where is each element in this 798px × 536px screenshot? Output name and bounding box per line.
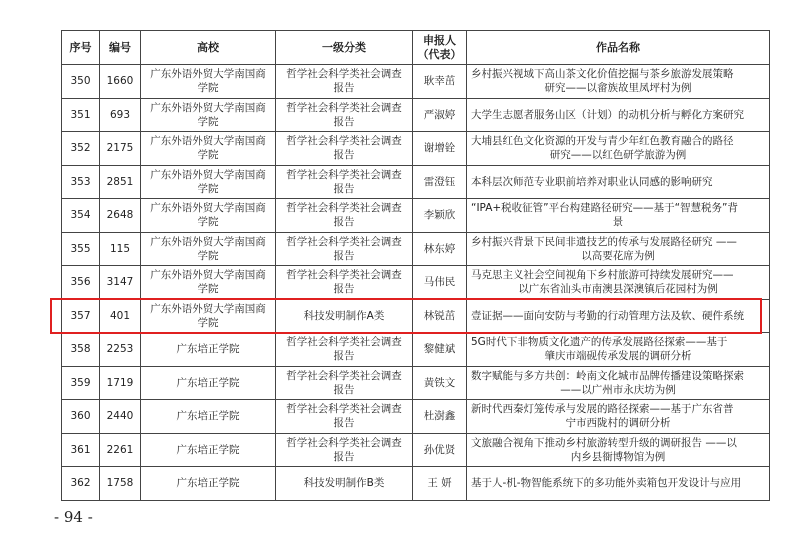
work-title-line1: 大埔县红色文化资源的开发与青少年红色教育融合的路径 <box>471 135 734 148</box>
cell-school: 广东培正学院 <box>141 333 276 367</box>
cell-work <box>467 366 770 400</box>
cell-no: 354 <box>62 199 100 233</box>
cell-category: 科技发明制作A类 <box>276 299 413 333</box>
header-no: 序号 <box>62 31 100 65</box>
cell-code: 2261 <box>100 433 141 467</box>
cell-category: 哲学社会科学类社会调查报告 <box>276 266 413 300</box>
cell-no: 353 <box>62 165 100 199</box>
cell-work <box>467 433 770 467</box>
cell-code: 3147 <box>100 266 141 300</box>
header-applicant: 申报人 （代表） <box>413 31 467 65</box>
cell-applicant: 严淑婷 <box>413 98 467 132</box>
cell-no: 357 <box>62 299 100 333</box>
table-row <box>62 366 770 400</box>
cell-category: 哲学社会科学类社会调查报告 <box>276 433 413 467</box>
work-title-line1: 文旅融合视角下推动乡村旅游转型升级的调研报告 ——以 <box>471 436 737 449</box>
work-title-line2: 研究——以红色研学旅游为例 <box>549 149 687 162</box>
cell-no: 352 <box>62 132 100 166</box>
cell-school: 广东培正学院 <box>141 467 276 501</box>
cell-applicant: 林锐茁 <box>413 299 467 333</box>
cell-work <box>467 467 770 501</box>
table-row <box>62 467 770 501</box>
cell-no: 361 <box>62 433 100 467</box>
work-title-line2: 宁市西陇村的调研分析 <box>565 417 671 430</box>
cell-category: 哲学社会科学类社会调查报告 <box>276 366 413 400</box>
cell-no: 356 <box>62 266 100 300</box>
cell-applicant: 黄铁文 <box>413 366 467 400</box>
cell-work <box>467 65 770 99</box>
header-code: 编号 <box>100 31 141 65</box>
cell-code: 1758 <box>100 467 141 501</box>
work-title-line1: 5G时代下非物质文化遗产的传承发展路径探索——基于 <box>471 336 728 349</box>
table-header-row <box>62 31 770 65</box>
cell-applicant: 杜澍鑫 <box>413 400 467 434</box>
cell-applicant: 耿幸茁 <box>413 65 467 99</box>
cell-no: 355 <box>62 232 100 266</box>
entries-table <box>61 30 770 501</box>
cell-code: 401 <box>100 299 141 333</box>
cell-code: 2253 <box>100 333 141 367</box>
cell-category: 哲学社会科学类社会调查报告 <box>276 165 413 199</box>
cell-work <box>467 266 770 300</box>
cell-category: 哲学社会科学类社会调查报告 <box>276 65 413 99</box>
cell-code: 1660 <box>100 65 141 99</box>
work-title-line2: 研究——以畲族故里凤坪村为例 <box>544 82 692 95</box>
cell-code: 2175 <box>100 132 141 166</box>
cell-work <box>467 333 770 367</box>
cell-applicant: 李颖欣 <box>413 199 467 233</box>
work-title-line1: 基于人-机-物智能系统下的多功能外卖箱包开发设计与应用 <box>471 477 742 490</box>
work-title-line2: 以广东省汕头市南澳县深澳镇后花园村为例 <box>518 283 718 296</box>
table-row <box>62 299 770 333</box>
work-title-line1: 数字赋能与多方共创：岭南文化城市品牌传播建设策略探索 <box>471 369 744 382</box>
work-title-line1: 新时代西秦灯笼传承与发展的路径探索——基于广东省普 <box>471 403 734 416</box>
cell-no: 359 <box>62 366 100 400</box>
work-title-line2: 以高要花席为例 <box>581 249 655 262</box>
cell-applicant: 林东婷 <box>413 232 467 266</box>
cell-no: 362 <box>62 467 100 501</box>
cell-school: 广东外语外贸大学南国商学院 <box>141 65 276 99</box>
cell-work <box>467 199 770 233</box>
work-title-line1: 乡村振兴视域下高山茶文化价值挖掘与茶乡旅游发展策略 <box>471 68 734 81</box>
cell-code: 1719 <box>100 366 141 400</box>
cell-applicant: 雷澄钰 <box>413 165 467 199</box>
table-row <box>62 199 770 233</box>
cell-school: 广东外语外贸大学南国商学院 <box>141 165 276 199</box>
cell-code: 2440 <box>100 400 141 434</box>
cell-category: 哲学社会科学类社会调查报告 <box>276 199 413 233</box>
work-title-line2: ——以广州市永庆坊为例 <box>560 383 676 396</box>
cell-work <box>467 165 770 199</box>
table-row <box>62 266 770 300</box>
work-title-line1: 本科层次师范专业职前培养对职业认同感的影响研究 <box>471 175 713 188</box>
cell-category: 哲学社会科学类社会调查报告 <box>276 333 413 367</box>
cell-no: 351 <box>62 98 100 132</box>
cell-work <box>467 232 770 266</box>
work-title-line2: 内乡县衙博物馆为例 <box>570 450 666 463</box>
cell-applicant: 谢增铨 <box>413 132 467 166</box>
cell-category: 哲学社会科学类社会调查报告 <box>276 132 413 166</box>
table-row <box>62 132 770 166</box>
cell-applicant: 马伟民 <box>413 266 467 300</box>
work-title-line2: 肇庆市端砚传承发展的调研分析 <box>544 350 692 363</box>
cell-school: 广东培正学院 <box>141 433 276 467</box>
cell-category: 科技发明制作B类 <box>276 467 413 501</box>
work-title-line1: 乡村振兴背景下民间非遗技艺的传承与发展路径研究 —— <box>471 235 737 248</box>
work-title-line1: 马克思主义社会空间视角下乡村旅游可持续发展研究—— <box>471 269 734 282</box>
work-title-line1: 大学生志愿者服务山区（计划）的动机分析与孵化方案研究 <box>471 108 744 121</box>
cell-school: 广东培正学院 <box>141 400 276 434</box>
header-school: 高校 <box>141 31 276 65</box>
cell-applicant: 孙优贤 <box>413 433 467 467</box>
cell-school: 广东外语外贸大学南国商学院 <box>141 232 276 266</box>
table-row <box>62 232 770 266</box>
cell-category: 哲学社会科学类社会调查报告 <box>276 232 413 266</box>
cell-school: 广东外语外贸大学南国商学院 <box>141 132 276 166</box>
cell-code: 693 <box>100 98 141 132</box>
header-work: 作品名称 <box>467 31 770 65</box>
cell-school: 广东外语外贸大学南国商学院 <box>141 266 276 300</box>
cell-work <box>467 299 770 333</box>
header-category: 一级分类 <box>276 31 413 65</box>
page-number: - 94 - <box>54 508 93 526</box>
cell-code: 2648 <box>100 199 141 233</box>
cell-code: 115 <box>100 232 141 266</box>
work-title-line1: 壹证据——面向安防与考勤的行动管理方法及软、硬件系统 <box>471 309 744 322</box>
table-row <box>62 400 770 434</box>
cell-applicant: 王 妍 <box>413 467 467 501</box>
cell-work <box>467 400 770 434</box>
table-row <box>62 333 770 367</box>
work-title-line2: 景 <box>612 216 624 229</box>
cell-no: 350 <box>62 65 100 99</box>
cell-category: 哲学社会科学类社会调查报告 <box>276 400 413 434</box>
cell-school: 广东培正学院 <box>141 366 276 400</box>
cell-no: 360 <box>62 400 100 434</box>
cell-no: 358 <box>62 333 100 367</box>
cell-work <box>467 98 770 132</box>
cell-school: 广东外语外贸大学南国商学院 <box>141 199 276 233</box>
cell-code: 2851 <box>100 165 141 199</box>
cell-category: 哲学社会科学类社会调查报告 <box>276 98 413 132</box>
table-row <box>62 165 770 199</box>
table-row <box>62 433 770 467</box>
cell-school: 广东外语外贸大学南国商学院 <box>141 98 276 132</box>
cell-school: 广东外语外贸大学南国商学院 <box>141 299 276 333</box>
table-row <box>62 65 770 99</box>
work-title-line1: “IPA+税收征管”平台构建路径研究——基于“智慧税务”背 <box>471 202 738 215</box>
cell-applicant: 黎健斌 <box>413 333 467 367</box>
table-row <box>62 98 770 132</box>
cell-work <box>467 132 770 166</box>
